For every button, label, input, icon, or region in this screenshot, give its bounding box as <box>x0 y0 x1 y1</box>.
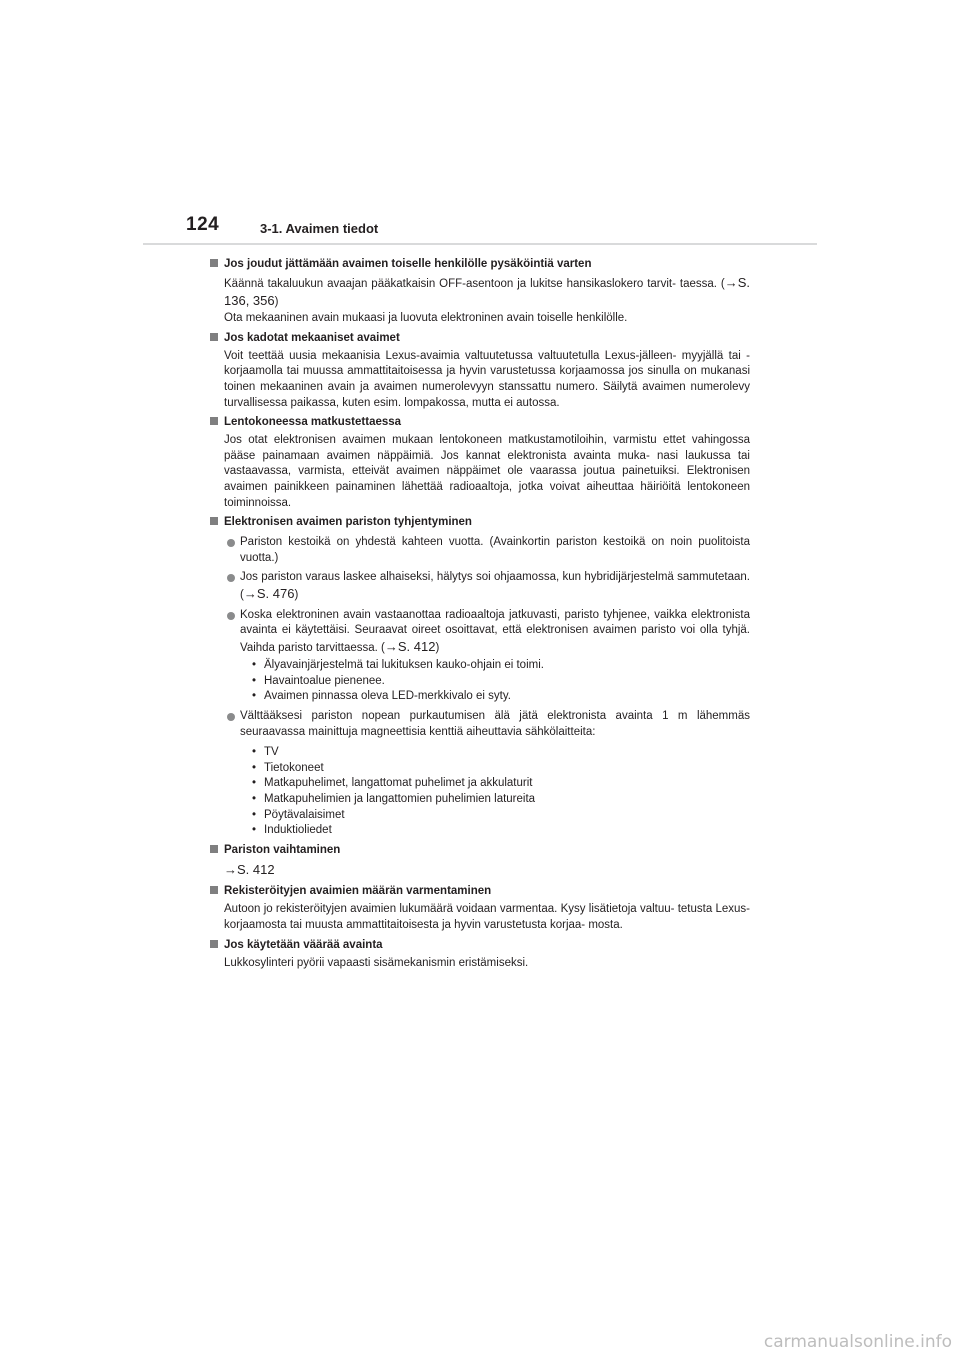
paragraph <box>224 311 750 327</box>
section-heading-text: Elektronisen avaimen pariston tyhjentyminen <box>224 516 472 529</box>
list-item-text: Jos pariston varaus laskee alhaiseksi, hälytys soi ohjaamossa, kun hybridijärjestelmä sammutetaan. (→S. 476) <box>240 571 750 601</box>
sub-list-item-text: Matkapuhelimet, langattomat puhelimet ja akkulaturit <box>264 777 533 790</box>
list-item-text: Koska elektroninen avain vastaanottaa radioaaltoja jatkuvasti, paristo tyhjenee, vaikka elektronista avainta ei käytettäisi. Seuraavat oireet osoittavat, että elektronisen avaimen paristo voi olla tyhjä. Vaihda paristo tarvittaessa. (→S. 412) <box>240 608 750 654</box>
sub-list-item <box>252 792 750 808</box>
square-bullet-icon <box>210 886 218 894</box>
sub-list-item-text: Älyavainjärjestelmä tai lukituksen kauko-ohjain ei toimi. <box>264 659 544 672</box>
section-heading <box>210 256 750 273</box>
square-bullet-icon <box>210 333 218 341</box>
page-content <box>210 256 750 974</box>
section-heading <box>210 330 750 347</box>
watermark: carmanualsonline.info <box>763 1332 952 1352</box>
sub-list-item-text: Tietokoneet <box>264 761 324 774</box>
section-heading <box>210 883 750 900</box>
square-bullet-icon <box>210 940 218 948</box>
paragraph-text: Voit teettää uusia mekaanisia Lexus-avaimia valtuutetussa valtuutetulla Lexus-jälleen- myyjällä tai -korjaamolla tai muussa ammattitaitoisessa ja hyvin varustetussa korjaamossa jos sinulla on mukanasi toinen mekaaninen avain ja avaimen numerolevyyn stanssattu numero. Säilytä avaimen numerolevy turvallisessa paikassa, kuten esim. lompakossa, mutta ei autossa. <box>224 349 750 409</box>
sub-list-item-text: Pöytävalaisimet <box>264 808 345 821</box>
sub-list-item <box>252 823 750 839</box>
paragraph <box>224 902 750 933</box>
section-title: 3-1. Avaimen tiedot <box>260 221 379 236</box>
paragraph <box>224 349 750 411</box>
section-heading-text: Rekisteröityjen avaimien määrän varmentaminen <box>224 885 492 898</box>
section-body <box>210 349 750 411</box>
circle-bullet-icon <box>227 574 235 582</box>
list-item <box>224 535 750 566</box>
section-airplane <box>210 414 750 511</box>
sub-list-item-text: Induktioliedet <box>264 824 332 837</box>
square-bullet-icon <box>210 517 218 525</box>
circle-bullet-icon <box>227 539 235 547</box>
symptom-list <box>224 658 750 705</box>
section-body <box>210 433 750 511</box>
paragraph-tail: ) <box>274 295 279 308</box>
sub-list-item <box>252 658 750 674</box>
paragraph-text: Lukkosylinteri pyörii vapaasti sisämekanismin eristämiseksi. <box>224 956 529 969</box>
square-bullet-icon <box>210 417 218 425</box>
bullet-icon: • <box>252 777 257 790</box>
section-body <box>210 535 750 839</box>
list-item-text: Pariston kestoikä on yhdestä kahteen vuotta. (Avainkortin pariston kestoikä on noin puolitoista vuotta.) <box>240 536 750 564</box>
square-bullet-icon <box>210 845 218 853</box>
paragraph <box>224 956 750 972</box>
section-battery-replacement <box>210 842 750 880</box>
sub-list-item <box>252 776 750 792</box>
square-bullet-icon <box>210 259 218 267</box>
section-wrong-key <box>210 937 750 972</box>
list-item-text: Välttääksesi pariston nopean purkautumisen älä jätä elektronista avainta 1 m lähemmäs seuraavassa mainittuja magneettisia kenttiä aiheuttavia sähkölaitteita: <box>240 710 750 738</box>
sub-list-item-text: Havaintoalue pienenee. <box>264 674 385 687</box>
page-reference-link[interactable]: →S. 412 <box>384 638 436 654</box>
sub-list-item <box>252 761 750 777</box>
bullet-icon: • <box>252 761 257 774</box>
paragraph <box>224 275 750 310</box>
paragraph <box>224 862 750 880</box>
section-heading <box>210 514 750 531</box>
section-lost-keys <box>210 330 750 411</box>
device-list <box>224 745 750 839</box>
section-heading-text: Jos käytetään väärää avainta <box>224 938 383 951</box>
bullet-icon: • <box>252 793 257 806</box>
page-reference-link[interactable]: →S. 412 <box>224 861 275 877</box>
paragraph <box>224 433 750 511</box>
section-body <box>210 275 750 327</box>
sub-list-item <box>252 808 750 824</box>
bullet-icon: • <box>252 690 257 703</box>
paragraph-text: Ota mekaaninen avain mukaasi ja luovuta elektroninen avain toiselle henkilölle. <box>224 312 628 325</box>
sub-list-item <box>252 745 750 761</box>
section-leaving-key <box>210 256 750 327</box>
sub-list-item-text: TV <box>264 746 279 759</box>
section-registered-keys <box>210 883 750 933</box>
bullet-icon: • <box>252 659 257 672</box>
circle-bullet-icon <box>227 612 235 620</box>
list-item <box>224 709 750 740</box>
sub-list-item <box>252 674 750 690</box>
bullet-icon: • <box>252 808 257 821</box>
section-heading-text: Jos kadotat mekaaniset avaimet <box>224 331 400 344</box>
sub-list-item <box>252 689 750 705</box>
sub-list-item-text: Avaimen pinnassa oleva LED-merkkivalo ei syty. <box>264 690 511 703</box>
bullet-icon: • <box>252 674 257 687</box>
paragraph-text: Autoon jo rekisteröityjen avaimien lukumäärä voidaan varmentaa. Kysy lisätietoja valtuu- tetusta Lexus-korjaamosta tai muusta ammattitaitoisesta ja hyvin varustetusta korjaa- mosta. <box>224 903 750 931</box>
section-heading-text: Pariston vaihtaminen <box>224 843 341 856</box>
bullet-icon: • <box>252 824 257 837</box>
section-body <box>210 956 750 972</box>
section-heading <box>210 414 750 431</box>
section-body <box>210 862 750 880</box>
section-body <box>210 902 750 933</box>
bullet-icon: • <box>252 746 257 759</box>
section-battery-depletion <box>210 514 750 839</box>
page-reference-link[interactable]: →S. 476 <box>243 585 295 601</box>
section-heading-text: Jos joudut jättämään avaimen toiselle henkilölle pysäköintiä varten <box>224 258 592 270</box>
page-number: 124 <box>186 214 220 235</box>
page-reference-link[interactable]: →S. 136, 356 <box>224 275 750 308</box>
section-heading <box>210 842 750 859</box>
list-item <box>224 570 750 603</box>
section-heading <box>210 937 750 954</box>
list-item <box>224 608 750 657</box>
paragraph-text: Jos otat elektronisen avaimen mukaan lentokoneen matkustamotiloihin, varmistu ettet vahingossa pääse painamaan avaimen näppäimiä. Jos kannat elektronista avainta muka- nasi laukussa tai vastaavassa, varmista, etteivät avaimen näppäimet ole vaarassa joutua painetuiksi. Elektronisen avaimen painikkeen painaminen lähettää radioaaltoja, jotka voivat aiheuttaa häiriöitä lentokoneen toiminnoissa. <box>224 434 750 509</box>
paragraph-text: Käännä takaluukun avaajan pääkatkaisin OFF-asentoon ja lukitse hansikaslokero tarvit- taessa. ( <box>224 278 725 290</box>
section-heading-text: Lentokoneessa matkustettaessa <box>224 416 402 429</box>
header-rule <box>143 243 817 245</box>
page-header <box>0 0 960 260</box>
sub-list-item-text: Matkapuhelimien ja langattomien puhelimien latureita <box>264 793 536 806</box>
circle-bullet-icon <box>227 713 235 721</box>
